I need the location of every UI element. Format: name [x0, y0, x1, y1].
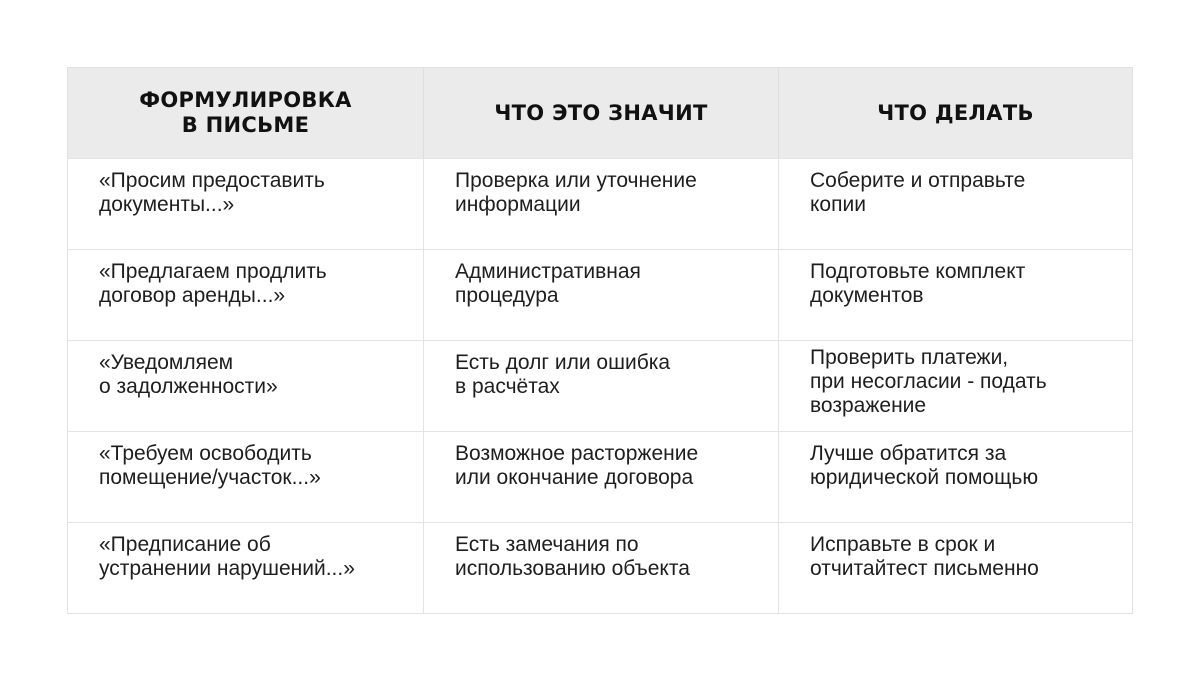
action-cell: Исправьте в срок и отчитайтест письменно [778, 523, 1132, 613]
table-row [68, 522, 1132, 613]
meaning-cell: Возможное расторжение или окончание договора [423, 432, 778, 522]
meaning-cell: Административная процедура [423, 250, 778, 340]
table-row [68, 158, 1132, 249]
meaning-cell: Есть долг или ошибка в расчётах [423, 341, 778, 431]
wording-cell: «Уведомляем о задолженности» [99, 351, 278, 398]
comparison-table [67, 67, 1133, 614]
action-cell: Проверить платежи, при несогласии - подать возражение [778, 341, 1132, 431]
meaning-cell: Есть замечания по использованию объекта [423, 523, 778, 613]
header-cell-wording: ФОРМУЛИРОВКА В ПИСЬМЕ [139, 88, 352, 137]
header-cell-meaning: ЧТО ЭТО ЗНАЧИТ [423, 68, 778, 158]
wording-cell: «Предписание об устранении нарушений...» [99, 533, 355, 580]
action-cell: Подготовьте комплект документов [778, 250, 1132, 340]
wording-cell: «Предлагаем продлить договор аренды...» [99, 260, 327, 307]
action-cell: Лучше обратится за юридической помощью [778, 432, 1132, 522]
table-header-row [68, 68, 1132, 158]
wording-cell: «Требуем освободить помещение/участок...» [99, 442, 321, 489]
wording-cell: «Просим предоставить документы...» [99, 169, 325, 216]
table-row [68, 340, 1132, 431]
meaning-cell: Проверка или уточнение информации [423, 159, 778, 249]
header-cell-action: ЧТО ДЕЛАТЬ [778, 68, 1132, 158]
table-row [68, 249, 1132, 340]
action-cell: Соберите и отправьте копии [778, 159, 1132, 249]
table-row [68, 431, 1132, 522]
